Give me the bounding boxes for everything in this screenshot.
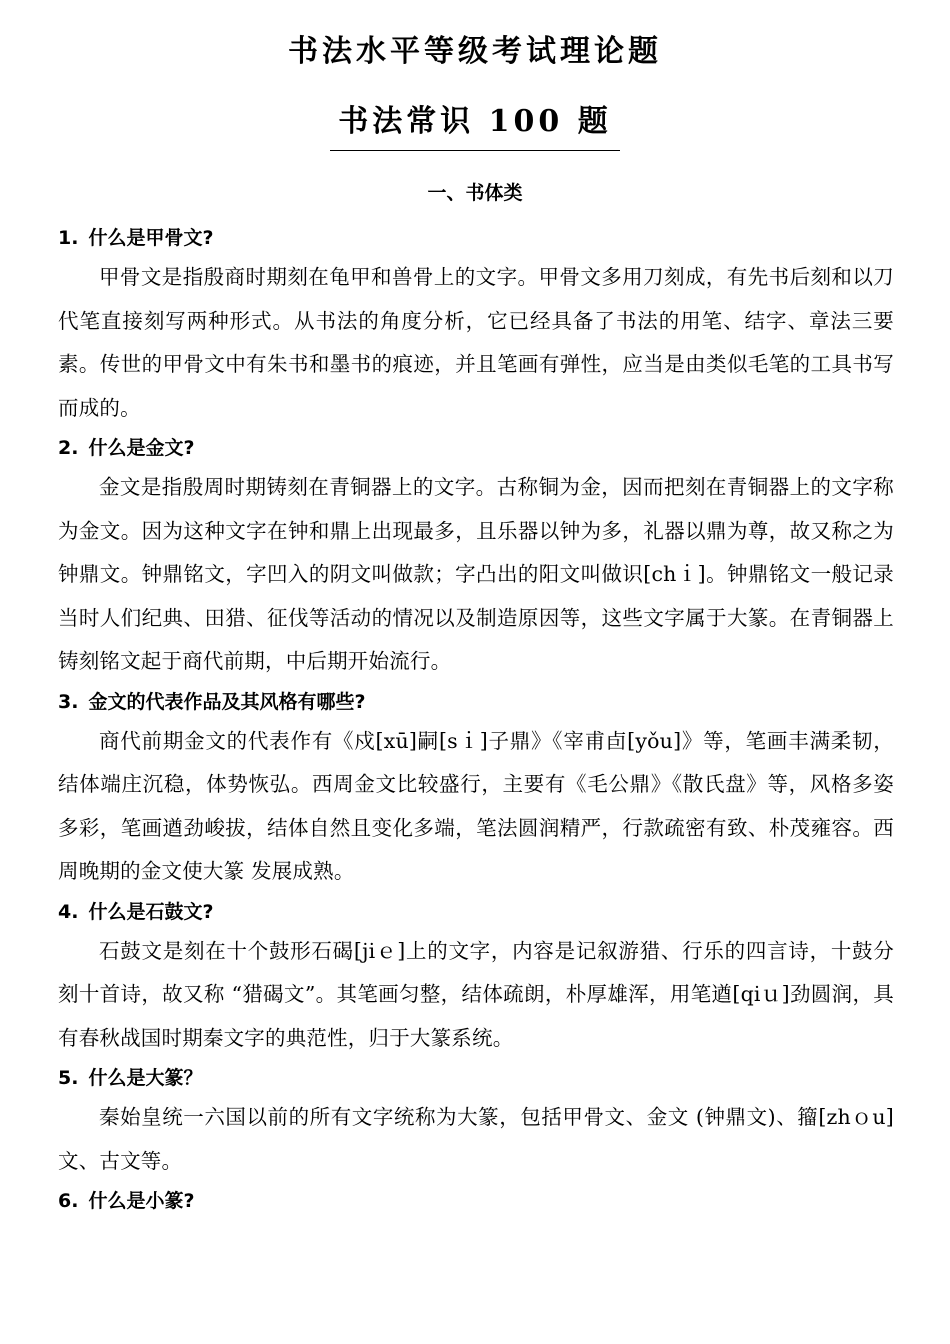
- question-number: 6.: [58, 1190, 79, 1212]
- question-text: 什么是甲骨文?: [88, 227, 214, 249]
- question-item: [58, 1183, 894, 1219]
- question-number: 4.: [58, 900, 79, 923]
- answer-paragraph: 秦始皇统一六国以前的所有文字统称为大篆，包括甲骨文、金文 (钟鼎文)、籀[zhｏu]文、古文等。: [58, 1105, 894, 1173]
- answer-paragraph: 商代前期金文的代表作有《戍[xū]嗣[sｉ]子鼎》《宰甫卣[yǒu]》等，笔画丰满柔韧，结体端庄沉稳，体势恢弘。西周金文比较盛行，主要有《毛公鼎》《散氏盘》等，风格多姿多彩，笔画遒劲峻拔，结体自然且变化多端，笔法圆润精严，行款疏密有致、朴茂雍容。西周晚期的金文使大篆 发展成熟。: [58, 728, 894, 883]
- question-number: 3.: [58, 690, 79, 713]
- question-list: [58, 220, 894, 1219]
- question-text: 什么是大篆？: [88, 1067, 203, 1089]
- question-text: 什么是金文?: [88, 437, 195, 459]
- question-number: 5.: [58, 1067, 79, 1089]
- answer-paragraph: 甲骨文是指殷商时期刻在龟甲和兽骨上的文字。甲骨文多用刀刻成，有先书后刻和以刀代笔直接刻写两种形式。从书法的角度分析，它已经具备了书法的用笔、结字、章法三要素。传世的甲骨文中有朱书和墨书的痕迹，并且笔画有弹性，应当是由类似毛笔的工具书写而成的。: [58, 265, 894, 420]
- section-title: 一、书体类: [427, 182, 523, 204]
- question-item: [58, 1060, 894, 1183]
- question-text: 金文的代表作品及其风格有哪些?: [88, 690, 366, 713]
- question-item: [58, 220, 894, 430]
- question-item: [58, 894, 894, 1061]
- sub-title-container: [0, 100, 950, 151]
- question-number: 1.: [58, 227, 79, 249]
- question-text: 什么是石鼓文?: [88, 900, 214, 923]
- question-text: 什么是小篆?: [88, 1190, 195, 1212]
- question-heading: [58, 684, 894, 720]
- document-main-title: 书法水平等级考试理论题: [288, 34, 662, 69]
- question-heading: [58, 1060, 894, 1096]
- question-heading: [58, 220, 894, 256]
- question-item: [58, 684, 894, 894]
- document-sub-title: 书法常识 100 题: [330, 100, 620, 151]
- question-number: 2.: [58, 437, 79, 459]
- answer-paragraph: 金文是指殷周时期铸刻在青铜器上的文字。古称铜为金，因而把刻在青铜器上的文字称为金文。因为这种文字在钟和鼎上出现最多，且乐器以钟为多，礼器以鼎为尊，故又称之为钟鼎文。钟鼎铭文，字凹入的阴文叫做款；字凸出的阳文叫做识[chｉ]。钟鼎铭文一般记录当时人们纪典、田猎、征伐等活动的情况以及制造原因等，这些文字属于大篆。在青铜器上铸刻铭文起于商代前期，中后期开始流行。: [58, 475, 894, 673]
- answer-paragraph: 石鼓文是刻在十个鼓形石碣[jiｅ]上的文字，内容是记叙游猎、行乐的四言诗，十鼓分刻十首诗，故又称 “猎碣文”。其笔画匀整，结体疏朗，朴厚雄浑，用笔遒[qiｕ]劲圆润，具有春秋战国时期秦文字的典范性，归于大篆系统。: [58, 938, 894, 1050]
- question-heading: [58, 894, 894, 930]
- question-item: [58, 430, 894, 684]
- question-heading: [58, 430, 894, 466]
- question-heading: [58, 1183, 894, 1219]
